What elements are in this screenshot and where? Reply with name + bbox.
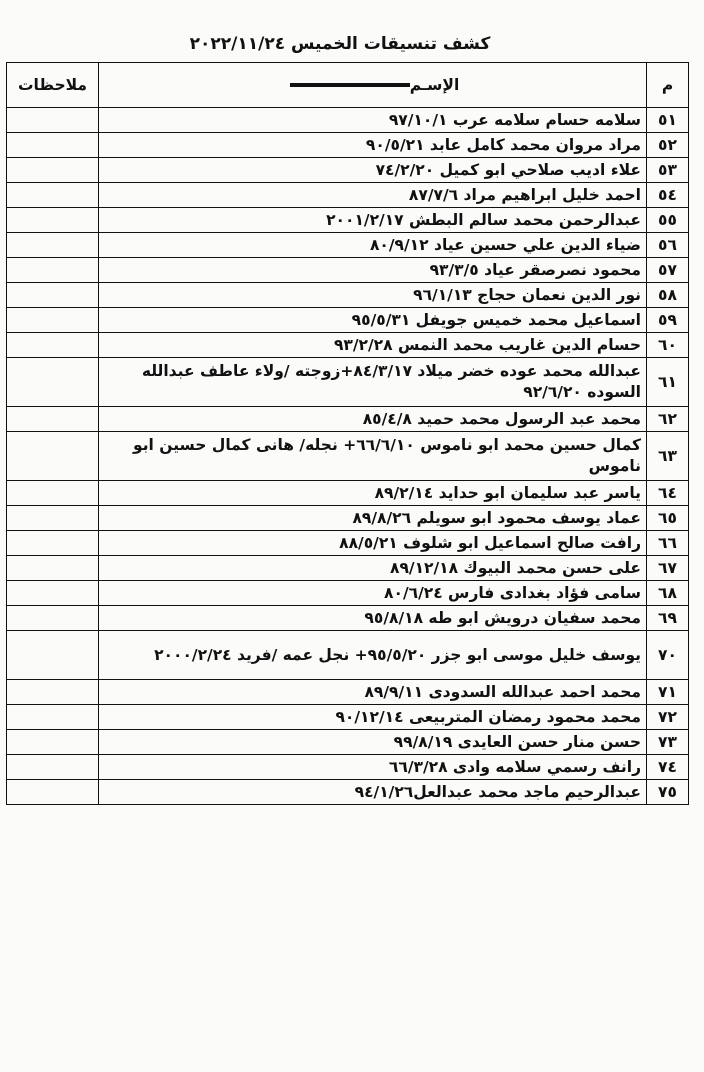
row-number: ٦٦ (647, 531, 689, 556)
table-row (7, 506, 689, 531)
row-notes (7, 680, 99, 705)
row-name: سامى فؤاد بغدادى فارس ٨٠/٦/٢٤ (99, 581, 647, 606)
row-name: احمد خليل ابراهيم مراد ٨٧/٧/٦ (99, 183, 647, 208)
row-number: ٥٧ (647, 258, 689, 283)
row-number: ٥١ (647, 108, 689, 133)
row-name: علاء اديب صلاحي ابو كميل ٧٤/٢/٢٠ (99, 158, 647, 183)
row-number: ٥٩ (647, 308, 689, 333)
row-name: محمود نصرصقر عياد ٩٣/٣/٥ (99, 258, 647, 283)
row-notes (7, 283, 99, 308)
page-title: كشف تنسيقات الخميس ٢٠٢٢/١١/٢٤ (189, 34, 491, 54)
row-notes (7, 531, 99, 556)
header-underline (290, 83, 410, 87)
row-name: ياسر عبد سليمان ابو حدايد ٨٩/٢/١٤ (99, 481, 647, 506)
header-number: م (647, 63, 689, 108)
row-number: ٧٤ (647, 755, 689, 780)
row-number: ٦٨ (647, 581, 689, 606)
row-number: ٦٠ (647, 333, 689, 358)
row-number: ٧٣ (647, 730, 689, 755)
row-number: ٦٣ (647, 432, 689, 481)
row-name: عماد يوسف محمود ابو سويلم ٨٩/٨/٢٦ (99, 506, 647, 531)
row-number: ٧١ (647, 680, 689, 705)
table-row (7, 780, 689, 805)
table-row (7, 183, 689, 208)
row-notes (7, 208, 99, 233)
row-notes (7, 705, 99, 730)
row-notes (7, 631, 99, 680)
row-name: حسن منار حسن العايدى ٩٩/٨/١٩ (99, 730, 647, 755)
table-row (7, 158, 689, 183)
row-name: رافت صالح اسماعيل ابو شلوف ٨٨/٥/٢١ (99, 531, 647, 556)
row-number: ٦١ (647, 358, 689, 407)
table-row (7, 631, 689, 680)
row-notes (7, 755, 99, 780)
row-number: ٥٣ (647, 158, 689, 183)
row-name: مراد مروان محمد كامل عابد ٩٠/٥/٢١ (99, 133, 647, 158)
row-notes (7, 358, 99, 407)
row-number: ٥٤ (647, 183, 689, 208)
row-name: محمد احمد عبدالله السدودى ٨٩/٩/١١ (99, 680, 647, 705)
row-number: ٦٩ (647, 606, 689, 631)
row-notes (7, 333, 99, 358)
row-name: محمد عبد الرسول محمد حميد ٨٥/٤/٨ (99, 407, 647, 432)
row-notes (7, 780, 99, 805)
table-row (7, 481, 689, 506)
row-number: ٥٢ (647, 133, 689, 158)
row-number: ٥٨ (647, 283, 689, 308)
table-row (7, 407, 689, 432)
row-number: ٦٧ (647, 556, 689, 581)
row-name: سلامه حسام سلامه عرب ٩٧/١٠/١ (99, 108, 647, 133)
row-number: ٧٠ (647, 631, 689, 680)
row-number: ٦٢ (647, 407, 689, 432)
row-name: محمد محمود رمضان المتربيعى ٩٠/١٢/١٤ (99, 705, 647, 730)
table-row (7, 133, 689, 158)
table-row (7, 755, 689, 780)
header-name-label: الإسـم (409, 75, 460, 94)
row-name: عبدالرحيم ماجد محمد عبدالعل٩٤/١/٢٦ (99, 780, 647, 805)
schedule-table (6, 62, 689, 805)
row-notes (7, 581, 99, 606)
row-notes (7, 481, 99, 506)
row-notes (7, 407, 99, 432)
row-notes (7, 730, 99, 755)
table-row (7, 283, 689, 308)
row-name: كمال حسين محمد ابو ناموس ٦٦/٦/١٠+ نجله/ هانى كمال حسين ابو ناموس (99, 432, 647, 481)
row-notes (7, 133, 99, 158)
header-name (99, 63, 647, 108)
row-name: اسماعيل محمد خميس جويفل ٩٥/٥/٣١ (99, 308, 647, 333)
row-notes (7, 432, 99, 481)
table-row (7, 108, 689, 133)
row-notes (7, 606, 99, 631)
row-notes (7, 108, 99, 133)
row-notes (7, 556, 99, 581)
row-number: ٥٥ (647, 208, 689, 233)
row-notes (7, 183, 99, 208)
table-row (7, 680, 689, 705)
table-row (7, 606, 689, 631)
row-notes (7, 308, 99, 333)
table-row (7, 705, 689, 730)
table-row (7, 258, 689, 283)
row-name: على حسن محمد البيوك ٨٩/١٢/١٨ (99, 556, 647, 581)
row-number: ٦٤ (647, 481, 689, 506)
row-name: رانف رسمي سلامه وادى ٦٦/٣/٢٨ (99, 755, 647, 780)
table-row (7, 730, 689, 755)
table-row (7, 208, 689, 233)
row-name: حسام الدين غاريب محمد النمس ٩٣/٢/٢٨ (99, 333, 647, 358)
row-number: ٦٥ (647, 506, 689, 531)
header-notes: ملاحظات (7, 63, 99, 108)
row-name: يوسف خليل موسى ابو جزر ٩٥/٥/٢٠+ نجل عمه /فريد ٢٠٠٠/٢/٢٤ (99, 631, 647, 680)
table-row (7, 556, 689, 581)
row-name: عبدالرحمن محمد سالم البطش ٢٠٠١/٢/١٧ (99, 208, 647, 233)
table-row (7, 581, 689, 606)
row-number: ٧٥ (647, 780, 689, 805)
row-notes (7, 233, 99, 258)
row-notes (7, 158, 99, 183)
table-row (7, 333, 689, 358)
table-row (7, 308, 689, 333)
row-number: ٧٢ (647, 705, 689, 730)
table-row (7, 358, 689, 407)
table-row (7, 531, 689, 556)
row-number: ٥٦ (647, 233, 689, 258)
row-name: ضياء الدين علي حسين عياد ٨٠/٩/١٢ (99, 233, 647, 258)
table-header-row (7, 63, 689, 108)
row-name: عبدالله محمد عوده خضر ميلاد ٨٤/٣/١٧+زوجته /ولاء عاطف عبدالله السوده ٩٢/٦/٢٠ (99, 358, 647, 407)
row-name: نور الدين نعمان حجاج ٩٦/١/١٣ (99, 283, 647, 308)
row-notes (7, 506, 99, 531)
table-row (7, 233, 689, 258)
row-notes (7, 258, 99, 283)
row-name: محمد سفيان درويش ابو طه ٩٥/٨/١٨ (99, 606, 647, 631)
table-row (7, 432, 689, 481)
